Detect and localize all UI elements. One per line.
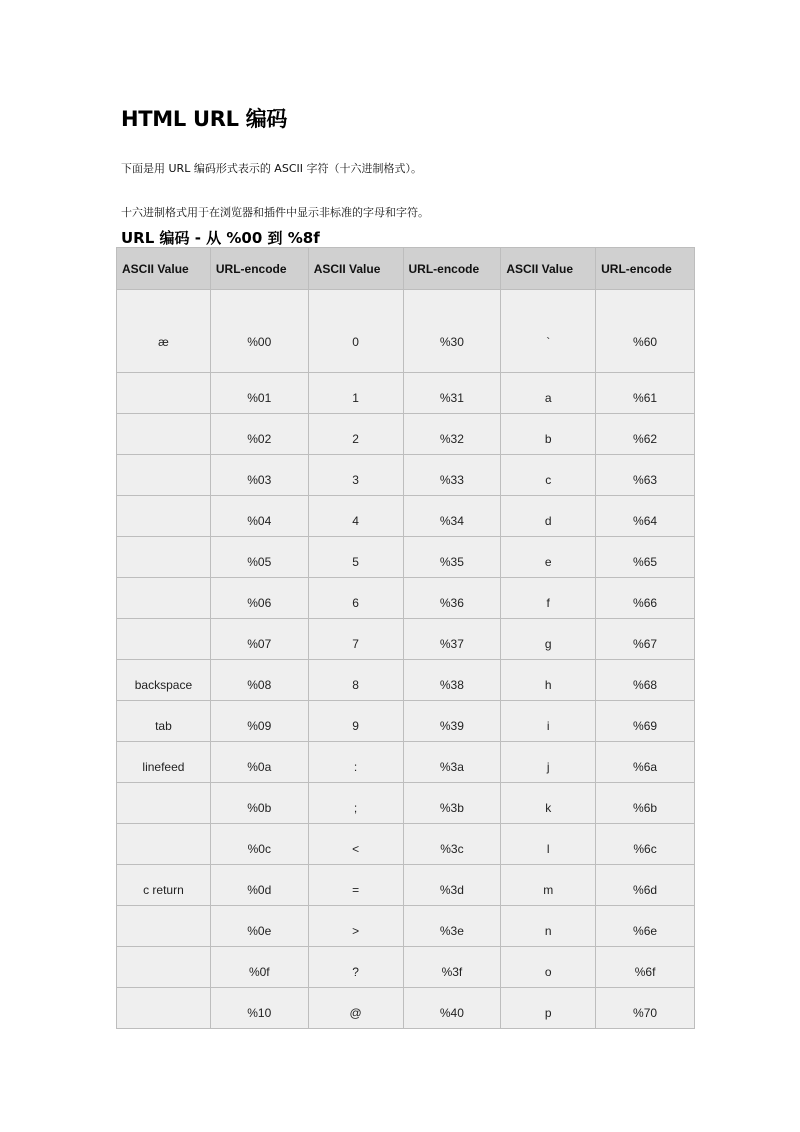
- ascii-value-cell: c return: [117, 865, 211, 906]
- table-row: [117, 455, 695, 496]
- ascii-value-cell: j: [501, 742, 596, 783]
- header-url-encode: URL-encode: [210, 248, 308, 290]
- url-encode-cell: %0f: [210, 947, 308, 988]
- ascii-value-cell: [117, 824, 211, 865]
- ascii-value-cell: 8: [308, 660, 403, 701]
- table-row: [117, 701, 695, 742]
- ascii-value-cell: e: [501, 537, 596, 578]
- table-row: [117, 373, 695, 414]
- note-paragraph: 十六进制格式用于在浏览器和插件中显示非标准的字母和字符。: [121, 206, 429, 219]
- url-encode-cell: %09: [210, 701, 308, 742]
- url-encode-cell: %40: [403, 988, 501, 1029]
- ascii-value-cell: ;: [308, 783, 403, 824]
- ascii-value-cell: <: [308, 824, 403, 865]
- table-row: [117, 414, 695, 455]
- url-encode-cell: %3e: [403, 906, 501, 947]
- table-row: [117, 619, 695, 660]
- table-row: [117, 865, 695, 906]
- ascii-value-cell: [117, 988, 211, 1029]
- ascii-value-cell: l: [501, 824, 596, 865]
- url-encode-cell: %35: [403, 537, 501, 578]
- url-encode-cell: %3a: [403, 742, 501, 783]
- ascii-value-cell: [117, 578, 211, 619]
- ascii-value-cell: :: [308, 742, 403, 783]
- url-encode-cell: %0e: [210, 906, 308, 947]
- url-encode-cell: %0d: [210, 865, 308, 906]
- table-row: [117, 742, 695, 783]
- table-header-row: [117, 248, 695, 290]
- table-row: [117, 578, 695, 619]
- header-url-encode: URL-encode: [596, 248, 695, 290]
- table-row: [117, 537, 695, 578]
- url-encode-cell: %36: [403, 578, 501, 619]
- ascii-value-cell: 9: [308, 701, 403, 742]
- url-encode-cell: %69: [596, 701, 695, 742]
- ascii-value-cell: ?: [308, 947, 403, 988]
- ascii-value-cell: 2: [308, 414, 403, 455]
- url-encode-cell: %08: [210, 660, 308, 701]
- ascii-value-cell: =: [308, 865, 403, 906]
- ascii-value-cell: 7: [308, 619, 403, 660]
- header-url-encode: URL-encode: [403, 248, 501, 290]
- url-encode-cell: %32: [403, 414, 501, 455]
- url-encode-cell: %0b: [210, 783, 308, 824]
- url-encode-cell: %65: [596, 537, 695, 578]
- ascii-value-cell: [117, 373, 211, 414]
- url-encode-cell: %3c: [403, 824, 501, 865]
- url-encode-cell: %39: [403, 701, 501, 742]
- url-encode-cell: %6e: [596, 906, 695, 947]
- ascii-value-cell: [117, 537, 211, 578]
- table-row: [117, 660, 695, 701]
- url-encode-cell: %6a: [596, 742, 695, 783]
- table-row: [117, 947, 695, 988]
- ascii-value-cell: i: [501, 701, 596, 742]
- ascii-value-cell: @: [308, 988, 403, 1029]
- table-row: [117, 783, 695, 824]
- url-encode-cell: %3f: [403, 947, 501, 988]
- ascii-value-cell: 0: [308, 290, 403, 373]
- intro-paragraph: 下面是用 URL 编码形式表示的 ASCII 字符（十六进制格式）。: [121, 162, 422, 175]
- url-encode-cell: %07: [210, 619, 308, 660]
- ascii-value-cell: f: [501, 578, 596, 619]
- url-encode-cell: %60: [596, 290, 695, 373]
- ascii-value-cell: [117, 455, 211, 496]
- ascii-value-cell: 6: [308, 578, 403, 619]
- ascii-value-cell: 3: [308, 455, 403, 496]
- ascii-value-cell: æ: [117, 290, 211, 373]
- ascii-value-cell: 1: [308, 373, 403, 414]
- url-encode-cell: %61: [596, 373, 695, 414]
- url-encode-cell: %0c: [210, 824, 308, 865]
- ascii-value-cell: [117, 619, 211, 660]
- url-encode-cell: %6b: [596, 783, 695, 824]
- url-encode-cell: %30: [403, 290, 501, 373]
- url-encode-cell: %33: [403, 455, 501, 496]
- ascii-value-cell: d: [501, 496, 596, 537]
- ascii-value-cell: h: [501, 660, 596, 701]
- url-encode-cell: %02: [210, 414, 308, 455]
- url-encode-cell: %3b: [403, 783, 501, 824]
- url-encode-cell: %31: [403, 373, 501, 414]
- url-encode-cell: %70: [596, 988, 695, 1029]
- url-encode-cell: %34: [403, 496, 501, 537]
- header-ascii-value: ASCII Value: [501, 248, 596, 290]
- ascii-value-cell: >: [308, 906, 403, 947]
- url-encode-cell: %3d: [403, 865, 501, 906]
- ascii-value-cell: b: [501, 414, 596, 455]
- ascii-value-cell: k: [501, 783, 596, 824]
- url-encode-cell: %62: [596, 414, 695, 455]
- url-encode-cell: %63: [596, 455, 695, 496]
- header-ascii-value: ASCII Value: [308, 248, 403, 290]
- url-encode-cell: %03: [210, 455, 308, 496]
- url-encode-cell: %6d: [596, 865, 695, 906]
- table-row: [117, 906, 695, 947]
- url-encode-cell: %01: [210, 373, 308, 414]
- ascii-value-cell: tab: [117, 701, 211, 742]
- url-encode-cell: %38: [403, 660, 501, 701]
- ascii-value-cell: backspace: [117, 660, 211, 701]
- ascii-value-cell: [117, 906, 211, 947]
- ascii-value-cell: a: [501, 373, 596, 414]
- url-encode-cell: %06: [210, 578, 308, 619]
- ascii-value-cell: c: [501, 455, 596, 496]
- ascii-value-cell: `: [501, 290, 596, 373]
- url-encode-cell: %6c: [596, 824, 695, 865]
- ascii-value-cell: linefeed: [117, 742, 211, 783]
- ascii-value-cell: g: [501, 619, 596, 660]
- url-encode-cell: %10: [210, 988, 308, 1029]
- url-encode-cell: %68: [596, 660, 695, 701]
- ascii-value-cell: 5: [308, 537, 403, 578]
- ascii-value-cell: [117, 414, 211, 455]
- url-encode-cell: %67: [596, 619, 695, 660]
- ascii-value-cell: [117, 783, 211, 824]
- table-row: [117, 988, 695, 1029]
- header-ascii-value: ASCII Value: [117, 248, 211, 290]
- url-encode-table: [116, 247, 695, 1029]
- url-encode-cell: %64: [596, 496, 695, 537]
- ascii-value-cell: o: [501, 947, 596, 988]
- table-row: [117, 290, 695, 373]
- section-title: URL 编码 - 从 %00 到 %8f: [121, 229, 320, 247]
- url-encode-cell: %66: [596, 578, 695, 619]
- ascii-value-cell: m: [501, 865, 596, 906]
- url-encode-cell: %6f: [596, 947, 695, 988]
- ascii-value-cell: n: [501, 906, 596, 947]
- url-encode-cell: %00: [210, 290, 308, 373]
- table-row: [117, 824, 695, 865]
- table-row: [117, 496, 695, 537]
- ascii-value-cell: 4: [308, 496, 403, 537]
- url-encode-cell: %05: [210, 537, 308, 578]
- url-encode-cell: %04: [210, 496, 308, 537]
- ascii-value-cell: p: [501, 988, 596, 1029]
- ascii-value-cell: [117, 496, 211, 537]
- url-encode-cell: %0a: [210, 742, 308, 783]
- url-encode-cell: %37: [403, 619, 501, 660]
- page-title: HTML URL 编码: [121, 107, 288, 131]
- ascii-value-cell: [117, 947, 211, 988]
